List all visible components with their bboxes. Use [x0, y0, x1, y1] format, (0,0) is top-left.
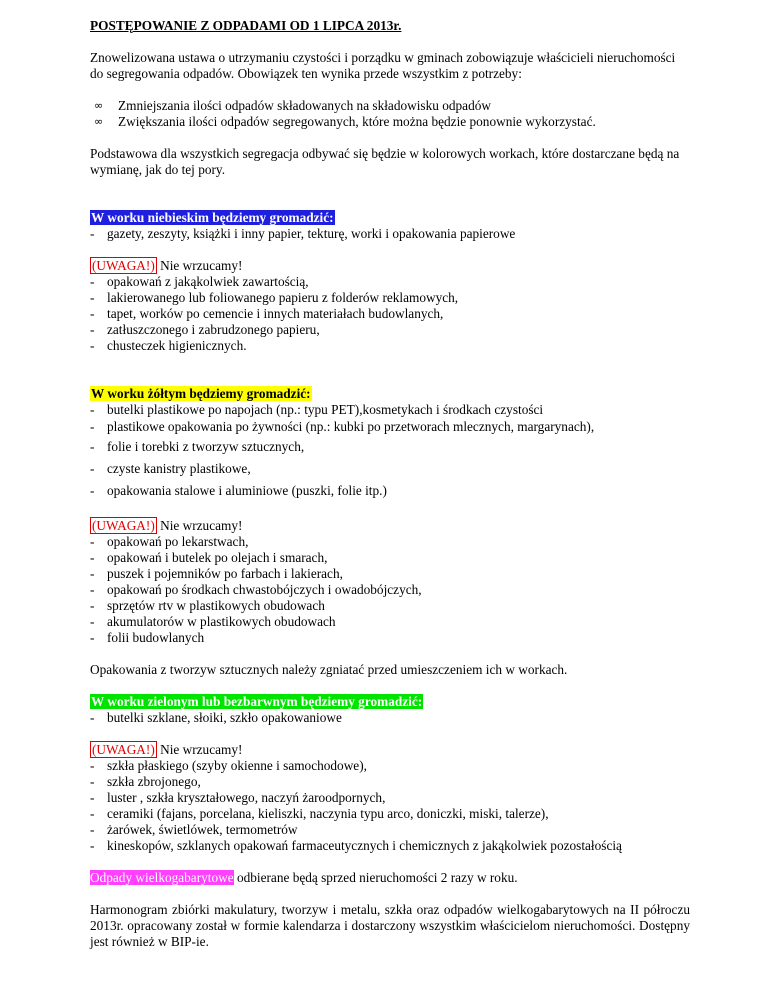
- basis-paragraph: Podstawowa dla wszystkich segregacja odbywać się będzie w kolorowych workach, które dostarczane będą na wymianę, jak do tej pory.: [90, 146, 680, 177]
- list-item: - tapet, worków po cemencie i innych materiałach budowlanych,: [90, 306, 444, 321]
- warning-text: Nie wrzucamy!: [156, 258, 243, 273]
- list-item: - lakierowanego lub foliowanego papieru z folderów reklamowych,: [90, 290, 459, 305]
- warning-label: (UWAGA!): [92, 518, 155, 533]
- list-item: - opakowań i butelek po olejach i smarach,: [90, 550, 328, 565]
- yellow-bag-excluded: [90, 518, 690, 646]
- green-bag-list: [90, 710, 690, 726]
- list-item: - szkła zbrojonego,: [90, 774, 201, 789]
- list-item: - zatłuszczonego i zabrudzonego papieru,: [90, 322, 320, 337]
- list-item: - plastikowe opakowania po żywności (np.: kubki po przetworach mlecznych, margarynach),: [90, 419, 595, 434]
- list-item: - opakowań po środkach chwastobójczych i owadobójczych,: [90, 582, 422, 597]
- list-item: - opakowań z jakąkolwiek zawartością,: [90, 274, 309, 289]
- warning-label: (UWAGA!): [92, 742, 155, 757]
- list-item: - ceramiki (fajans, porcelana, kieliszki, naczynia typu arco, doniczki, miski, talerze),: [90, 806, 549, 821]
- list-item: - szkła płaskiego (szyby okienne i samochodowe),: [90, 758, 367, 773]
- list-item: - gazety, zeszyty, książki i inny papier, tekturę, worki i opakowania papierowe: [90, 226, 516, 241]
- plastic-note: Opakowania z tworzyw sztucznych należy zgniatać przed umieszczeniem ich w workach.: [90, 662, 568, 677]
- blue-bag-list: [90, 226, 690, 242]
- warning-text: Nie wrzucamy!: [156, 742, 243, 757]
- yellow-bag-list: [90, 402, 690, 502]
- page-title: POSTĘPOWANIE Z ODPADAMI OD 1 LIPCA 2013r.: [90, 18, 402, 33]
- bulky-waste-paragraph: Odpady wielkogabarytowe odbierane będą sprzed nieruchomości 2 razy w roku.: [90, 870, 518, 885]
- warning-label: (UWAGA!): [92, 258, 155, 273]
- list-item: - puszek i pojemników po farbach i lakierach,: [90, 566, 343, 581]
- intro-paragraph: Znowelizowana ustawa o utrzymaniu czystości i porządku w gminach zobowiązuje właścicieli nieruchomości do segregowania odpadów. Obowiązek ten wynika przede wszystkim z potrzeby:: [90, 50, 676, 81]
- intro-bullet-list: [90, 98, 690, 130]
- list-item: - akumulatorów w plastikowych obudowach: [90, 614, 336, 629]
- list-item: - folie i torebki z tworzyw sztucznych,: [90, 439, 305, 454]
- green-bag-heading: W worku zielonym lub bezbarwnym będziemy gromadzić:: [91, 694, 423, 709]
- list-item: ∞ Zwiększania ilości odpadów segregowanych, które można będzie ponownie wykorzystać.: [94, 114, 596, 129]
- infinity-bullet-icon: ∞: [94, 115, 104, 128]
- schedule-paragraph: Harmonogram zbiórki makulatury, tworzyw i metalu, szkła oraz odpadów wielkogabarytowych na II półroczu 2013r. opracowany został w formie kalendarza i dostarczony wszystkim właścicielom nieruchomości. Dostępny jest również w BIP-ie.: [90, 902, 690, 949]
- list-item: - czyste kanistry plastikowe,: [90, 461, 251, 476]
- list-item: - butelki plastikowe po napojach (np.: typu PET),kosmetykach i środkach czystości: [90, 402, 544, 417]
- bulky-waste-highlight: Odpady wielkogabarytowe: [90, 870, 234, 885]
- list-item: - folii budowlanych: [90, 630, 205, 645]
- document-page: [90, 18, 690, 966]
- infinity-bullet-icon: ∞: [94, 99, 104, 112]
- blue-bag-heading: W worku niebieskim będziemy gromadzić:: [91, 210, 334, 225]
- list-item: - luster , szkła kryształowego, naczyń żaroodpornych,: [90, 790, 386, 805]
- blue-bag-section: [90, 210, 690, 242]
- yellow-bag-heading: W worku żółtym będziemy gromadzić:: [91, 386, 311, 401]
- green-bag-excluded: [90, 742, 690, 854]
- list-item: - kineskopów, szklanych opakowań farmaceutycznych i chemicznych z jakąkolwiek pozostałością: [90, 838, 622, 853]
- green-excluded-list: [90, 758, 690, 854]
- yellow-excluded-list: [90, 534, 690, 646]
- list-item: - żarówek, świetlówek, termometrów: [90, 822, 298, 837]
- list-item: - butelki szklane, słoiki, szkło opakowaniowe: [90, 710, 342, 725]
- list-item: ∞ Zmniejszania ilości odpadów składowanych na składowisku odpadów: [94, 98, 491, 113]
- blue-excluded-list: [90, 274, 690, 354]
- list-item: - chusteczek higienicznych.: [90, 338, 247, 353]
- list-item: - opakowania stalowe i aluminiowe (puszki, folie itp.): [90, 483, 387, 498]
- list-item: - sprzętów rtv w plastikowych obudowach: [90, 598, 325, 613]
- list-item: - opakowań po lekarstwach,: [90, 534, 249, 549]
- yellow-bag-section: [90, 386, 690, 502]
- warning-text: Nie wrzucamy!: [156, 518, 243, 533]
- green-bag-section: [90, 694, 690, 726]
- blue-bag-excluded: [90, 258, 690, 354]
